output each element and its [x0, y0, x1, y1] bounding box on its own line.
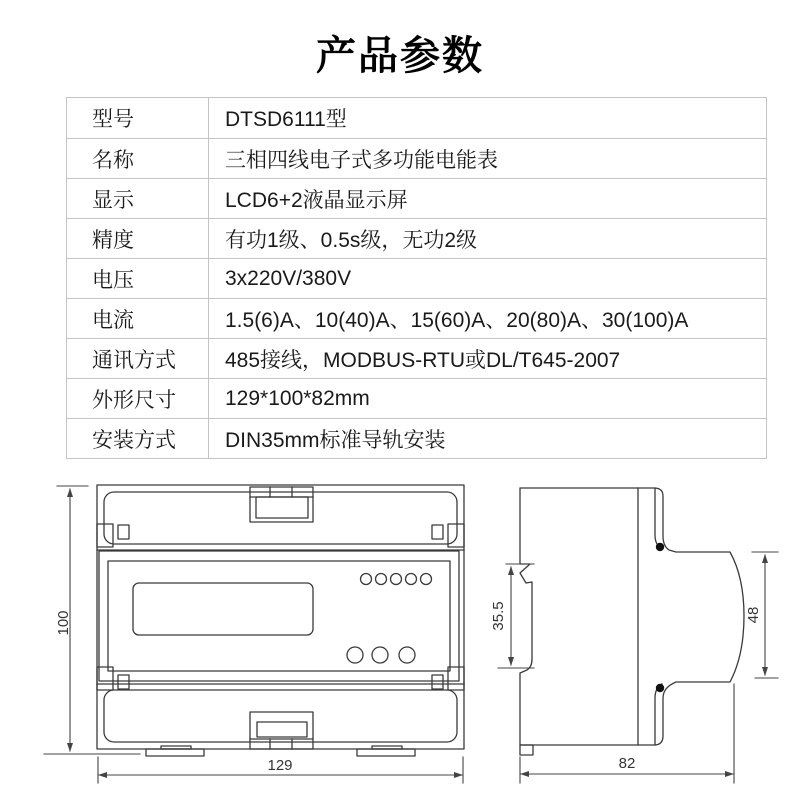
spec-label: 型号	[92, 108, 134, 131]
spec-label: 外形尺寸	[92, 388, 176, 412]
table-row	[67, 298, 766, 338]
side-bezel-dimension	[745, 552, 778, 678]
latch-screw-bottom	[656, 684, 664, 692]
spec-label: 名称	[92, 148, 134, 172]
spec-value: 485接线，MODBUS-RTU或DL/T645-2007	[208, 339, 766, 378]
bottom-clip	[250, 712, 313, 749]
lcd-screen	[133, 583, 313, 635]
dimension-drawings	[20, 465, 790, 795]
spec-value: LCD6+2液晶显示屏	[208, 179, 766, 218]
latch-screw-top	[656, 543, 664, 551]
table-row	[67, 218, 766, 258]
front-width-label: 129	[267, 757, 293, 774]
page-title: 产品参数	[316, 34, 484, 78]
indicator-leds	[361, 574, 432, 585]
spec-label: 安装方式	[92, 428, 176, 452]
front-height-dimension	[44, 486, 140, 754]
side-depth-dimension	[520, 684, 734, 783]
front-height-label: 100	[54, 610, 72, 636]
spec-label: 显示	[92, 188, 134, 212]
side-rail-notch-dimension	[490, 564, 534, 668]
spec-value: 129*100*82mm	[208, 379, 766, 418]
front-view-drawing	[97, 485, 464, 756]
table-row	[67, 418, 766, 458]
table-row	[67, 138, 766, 178]
spec-label: 精度	[92, 228, 134, 252]
spec-value: 三相四线电子式多功能电能表	[208, 139, 766, 178]
depth-label: 82	[618, 755, 636, 772]
table-row	[67, 378, 766, 418]
spec-table	[66, 97, 767, 459]
table-row	[67, 98, 766, 138]
spec-value: DTSD6111型	[208, 98, 766, 138]
spec-value: 有功1级、0.5s级，无功2级	[208, 219, 766, 258]
table-row	[67, 338, 766, 378]
spec-value: DIN35mm标准导轨安装	[208, 419, 766, 458]
spec-label: 通讯方式	[92, 348, 176, 372]
spec-label: 电流	[92, 308, 134, 332]
table-row	[67, 178, 766, 218]
rail-notch-label: 35.5	[489, 601, 507, 631]
side-view-drawing	[520, 488, 744, 755]
spec-value: 1.5(6)A、10(40)A、15(60)A、20(80)A、30(100)A	[208, 299, 766, 338]
spec-label: 电压	[92, 268, 134, 292]
front-width-dimension	[98, 757, 463, 783]
bezel-label: 48	[744, 606, 762, 624]
panel-buttons	[347, 647, 415, 663]
table-row	[67, 258, 766, 298]
spec-value: 3x220V/380V	[208, 259, 766, 298]
